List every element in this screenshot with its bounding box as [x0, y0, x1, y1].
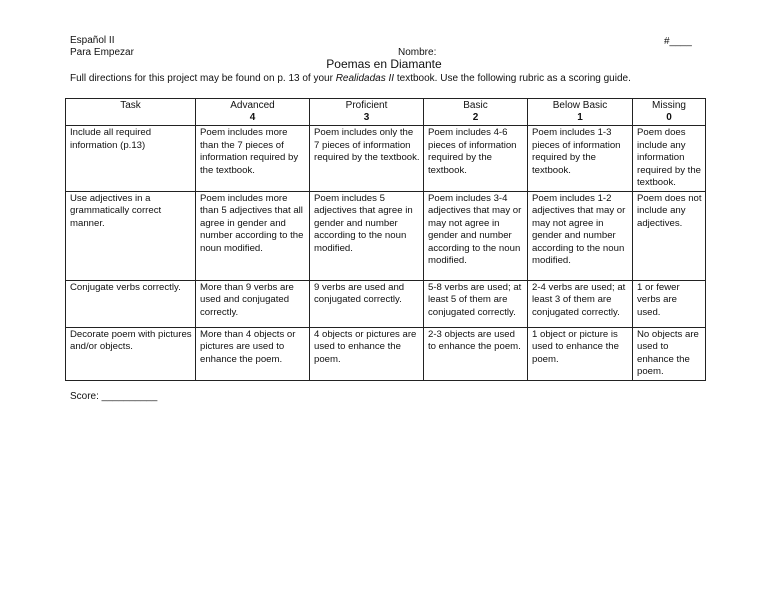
- advanced-cell: Poem includes more than 5 adjectives that all agree in gender and number according to the noun modified.: [196, 191, 310, 280]
- below-basic-cell: 2-4 verbs are used; at least 3 of them are conjugated correctly.: [528, 280, 633, 327]
- task-cell: Use adjectives in a grammatically correct manner.: [66, 191, 196, 280]
- col-points: 4: [249, 112, 256, 123]
- col-header-missing: [633, 99, 706, 126]
- table-row: [66, 280, 706, 327]
- col-label: Advanced: [230, 100, 275, 111]
- task-cell: Include all required information (p.13): [66, 126, 196, 192]
- table-row: [66, 327, 706, 380]
- rubric-header-row: [66, 99, 706, 126]
- task-cell: Decorate poem with pictures and/or objects.: [66, 327, 196, 380]
- proficient-cell: Poem includes only the 7 pieces of information required by the textbook.: [310, 126, 424, 192]
- basic-cell: 2-3 objects are used to enhance the poem.: [424, 327, 528, 380]
- basic-cell: Poem includes 3-4 adjectives that may or may not agree in gender and number according to the noun modified.: [424, 191, 528, 280]
- below-basic-cell: 1 object or picture is used to enhance the poem.: [528, 327, 633, 380]
- basic-cell: Poem includes 4-6 pieces of information required by the textbook.: [424, 126, 528, 192]
- missing-cell: Poem does include any information required by the textbook.: [633, 126, 706, 192]
- basic-cell: 5-8 verbs are used; at least 5 of them are conjugated correctly.: [424, 280, 528, 327]
- name-field-label: Nombre:: [398, 47, 437, 58]
- col-label: Below Basic: [552, 100, 608, 111]
- col-points: 1: [577, 112, 583, 123]
- col-label: Missing: [652, 100, 686, 111]
- below-basic-cell: Poem includes 1-2 adjectives that may or may not agree in gender and number according to the noun modified.: [528, 191, 633, 280]
- advanced-cell: More than 9 verbs are used and conjugated correctly.: [196, 280, 310, 327]
- col-points: 3: [363, 112, 370, 123]
- missing-cell: No objects are used to enhance the poem.: [633, 327, 706, 380]
- rubric-table: [65, 98, 706, 381]
- directions-before: Full directions for this project may be found on p. 13 of your: [70, 73, 336, 84]
- directions-text: [70, 73, 631, 84]
- col-label: Task: [120, 100, 141, 111]
- missing-cell: 1 or fewer verbs are used.: [633, 280, 706, 327]
- unit-name: Para Empezar: [70, 47, 134, 58]
- textbook-title: Realidadas II: [335, 73, 395, 84]
- table-row: [66, 126, 706, 192]
- directions-after: textbook. Use the following rubric as a scoring guide.: [394, 73, 631, 84]
- col-points: 2: [472, 112, 479, 123]
- task-cell: Conjugate verbs correctly.: [66, 280, 196, 327]
- col-header-below-basic: [528, 99, 633, 126]
- col-header-advanced: [196, 99, 310, 126]
- col-label: Proficient: [345, 100, 388, 111]
- col-label: Basic: [463, 100, 488, 111]
- proficient-cell: 4 objects or pictures are used to enhance the poem.: [310, 327, 424, 380]
- advanced-cell: Poem includes more than the 7 pieces of information required by the textbook.: [196, 126, 310, 192]
- col-points: 0: [666, 112, 672, 123]
- col-header-task: [66, 99, 196, 126]
- page-title: Poemas en Diamante: [326, 57, 442, 71]
- score-field: Score: __________: [70, 391, 158, 402]
- number-field: #____: [664, 36, 692, 47]
- course-name: Español II: [70, 35, 115, 46]
- col-header-basic: [424, 99, 528, 126]
- table-row: [66, 191, 706, 280]
- proficient-cell: Poem includes 5 adjectives that agree in gender and number according to the noun modified.: [310, 191, 424, 280]
- missing-cell: Poem does not include any adjectives.: [633, 191, 706, 280]
- below-basic-cell: Poem includes 1-3 pieces of information required by the textbook.: [528, 126, 633, 192]
- proficient-cell: 9 verbs are used and conjugated correctly.: [310, 280, 424, 327]
- advanced-cell: More than 4 objects or pictures are used to enhance the poem.: [196, 327, 310, 380]
- col-header-proficient: [310, 99, 424, 126]
